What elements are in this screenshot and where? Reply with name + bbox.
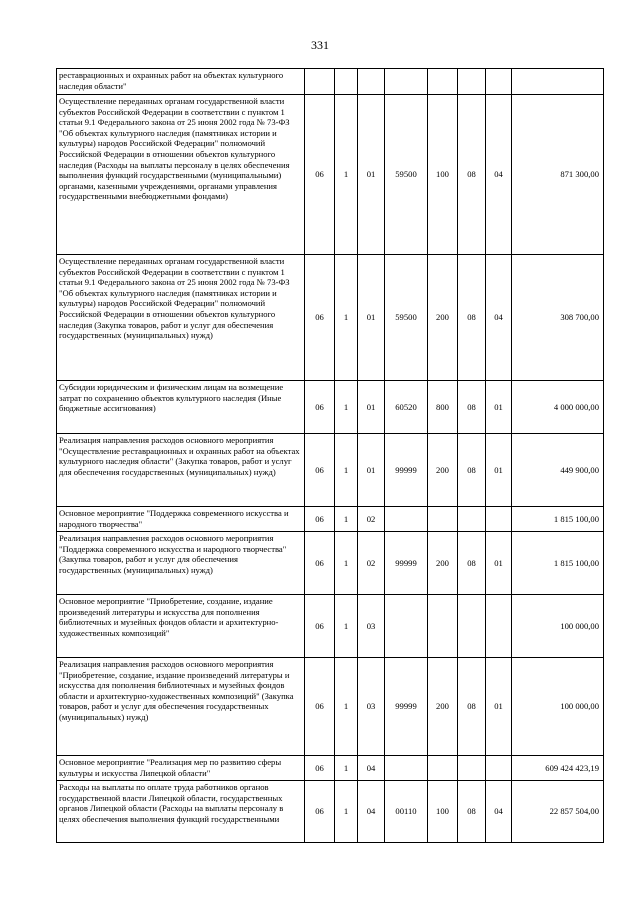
row-code-c4: 99999 bbox=[385, 434, 428, 507]
row-description: Основное мероприятие "Приобретение, создание, издание произведений литературы и искусства для пополнения библиотечных и музейных фондов области и архитектурно-художественных композиций" bbox=[57, 595, 305, 658]
row-code-c7: 04 bbox=[486, 255, 512, 381]
row-code-c7: 01 bbox=[486, 434, 512, 507]
row-code-c6: 08 bbox=[458, 381, 486, 434]
table-row bbox=[57, 507, 604, 532]
row-code-c3: 03 bbox=[358, 595, 385, 658]
row-code-c4: 59500 bbox=[385, 95, 428, 255]
row-code-c2: 1 bbox=[335, 756, 358, 781]
row-code-c4: 59500 bbox=[385, 255, 428, 381]
row-code-c6 bbox=[458, 595, 486, 658]
row-code-c5: 200 bbox=[428, 532, 458, 595]
row-code-c1: 06 bbox=[305, 532, 335, 595]
row-code-c7: 01 bbox=[486, 532, 512, 595]
table-row bbox=[57, 756, 604, 781]
budget-table bbox=[56, 68, 604, 843]
row-code-c5: 100 bbox=[428, 781, 458, 843]
row-amount: 100 000,00 bbox=[512, 658, 604, 756]
row-code-c7 bbox=[486, 69, 512, 95]
row-amount: 609 424 423,19 bbox=[512, 756, 604, 781]
row-code-c2: 1 bbox=[335, 381, 358, 434]
row-code-c3: 01 bbox=[358, 255, 385, 381]
row-code-c4 bbox=[385, 595, 428, 658]
row-code-c1: 06 bbox=[305, 658, 335, 756]
row-code-c1: 06 bbox=[305, 507, 335, 532]
row-code-c4: 60520 bbox=[385, 381, 428, 434]
row-code-c2: 1 bbox=[335, 658, 358, 756]
row-amount: 1 815 100,00 bbox=[512, 507, 604, 532]
row-code-c5: 200 bbox=[428, 255, 458, 381]
row-description: Расходы на выплаты по оплате труда работников органов государственной власти Липецкой области, государственных органов Липецкой области (Расходы на выплаты персоналу в целях обеспечения выполнения функций государственными bbox=[57, 781, 305, 843]
row-code-c7: 04 bbox=[486, 95, 512, 255]
row-amount: 308 700,00 bbox=[512, 255, 604, 381]
row-code-c3: 02 bbox=[358, 507, 385, 532]
row-code-c5: 100 bbox=[428, 95, 458, 255]
row-description: реставрационных и охранных работ на объектах культурного наследия области" bbox=[57, 69, 305, 95]
table-row bbox=[57, 532, 604, 595]
row-code-c2: 1 bbox=[335, 507, 358, 532]
row-code-c3: 04 bbox=[358, 756, 385, 781]
row-code-c1: 06 bbox=[305, 434, 335, 507]
row-code-c2: 1 bbox=[335, 95, 358, 255]
row-code-c7: 04 bbox=[486, 781, 512, 843]
row-code-c3 bbox=[358, 69, 385, 95]
row-code-c2 bbox=[335, 69, 358, 95]
row-code-c1 bbox=[305, 69, 335, 95]
row-code-c5 bbox=[428, 507, 458, 532]
row-code-c4 bbox=[385, 756, 428, 781]
row-amount: 100 000,00 bbox=[512, 595, 604, 658]
row-code-c3: 03 bbox=[358, 658, 385, 756]
row-code-c7: 01 bbox=[486, 381, 512, 434]
row-code-c4: 99999 bbox=[385, 658, 428, 756]
row-code-c2: 1 bbox=[335, 532, 358, 595]
row-code-c2: 1 bbox=[335, 255, 358, 381]
row-code-c6: 08 bbox=[458, 781, 486, 843]
row-code-c2: 1 bbox=[335, 595, 358, 658]
row-code-c5 bbox=[428, 69, 458, 95]
table-row bbox=[57, 255, 604, 381]
table-row bbox=[57, 69, 604, 95]
row-description: Основное мероприятие "Реализация мер по развитию сферы культуры и искусства Липецкой области" bbox=[57, 756, 305, 781]
row-code-c7 bbox=[486, 507, 512, 532]
row-amount bbox=[512, 69, 604, 95]
table-row bbox=[57, 658, 604, 756]
row-code-c6: 08 bbox=[458, 434, 486, 507]
row-code-c5 bbox=[428, 595, 458, 658]
row-code-c7 bbox=[486, 595, 512, 658]
row-code-c4: 99999 bbox=[385, 532, 428, 595]
table-row bbox=[57, 95, 604, 255]
row-code-c6 bbox=[458, 756, 486, 781]
row-code-c2: 1 bbox=[335, 781, 358, 843]
table-row bbox=[57, 781, 604, 843]
row-code-c6: 08 bbox=[458, 255, 486, 381]
row-code-c5 bbox=[428, 756, 458, 781]
row-description: Субсидии юридическим и физическим лицам на возмещение затрат по сохранению объектов культурного наследия (Иные бюджетные ассигнования) bbox=[57, 381, 305, 434]
row-code-c1: 06 bbox=[305, 781, 335, 843]
row-description: Реализация направления расходов основного мероприятия "Поддержка современного искусства и народного творчества" (Закупка товаров, работ и услуг для обеспечения государственных (муниципальных) нужд) bbox=[57, 532, 305, 595]
row-description: Осуществление переданных органам государственной власти субъектов Российской Федерации в соответствии с пунктом 1 статьи 9.1 Федерального закона от 25 июня 2002 года № 73-ФЗ "Об объектах культурного наследия (памятниках истории и культуры) народов Российской Федерации" полномочий Российской Федерации в отношении объектов культурного наследия (Закупка товаров, работ и услуг для обеспечения государственных (муниципальных) нужд) bbox=[57, 255, 305, 381]
row-amount: 1 815 100,00 bbox=[512, 532, 604, 595]
row-code-c6 bbox=[458, 507, 486, 532]
row-code-c7 bbox=[486, 756, 512, 781]
row-code-c3: 01 bbox=[358, 381, 385, 434]
row-code-c6 bbox=[458, 69, 486, 95]
row-code-c4 bbox=[385, 507, 428, 532]
page-number: 331 bbox=[311, 38, 329, 52]
row-code-c5: 200 bbox=[428, 434, 458, 507]
row-code-c4 bbox=[385, 69, 428, 95]
row-amount: 449 900,00 bbox=[512, 434, 604, 507]
row-code-c1: 06 bbox=[305, 381, 335, 434]
row-code-c3: 02 bbox=[358, 532, 385, 595]
row-description: Реализация направления расходов основного мероприятия "Приобретение, создание, издание произведений литературы и искусства для пополнения библиотечных и музейных фондов области и архитектурно-художественных композиций" (Закупка товаров, работ и услуг для обеспечения государственных (муниципальных) нужд) bbox=[57, 658, 305, 756]
table-row bbox=[57, 381, 604, 434]
row-code-c4: 00110 bbox=[385, 781, 428, 843]
row-code-c7: 01 bbox=[486, 658, 512, 756]
row-code-c6: 08 bbox=[458, 95, 486, 255]
table-row bbox=[57, 434, 604, 507]
row-code-c5: 200 bbox=[428, 658, 458, 756]
table-row bbox=[57, 595, 604, 658]
row-code-c3: 01 bbox=[358, 434, 385, 507]
row-code-c3: 04 bbox=[358, 781, 385, 843]
row-code-c3: 01 bbox=[358, 95, 385, 255]
row-code-c1: 06 bbox=[305, 756, 335, 781]
row-code-c6: 08 bbox=[458, 658, 486, 756]
row-code-c5: 800 bbox=[428, 381, 458, 434]
row-code-c1: 06 bbox=[305, 95, 335, 255]
row-description: Осуществление переданных органам государственной власти субъектов Российской Федерации в соответствии с пунктом 1 статьи 9.1 Федерального закона от 25 июня 2002 года № 73-ФЗ "Об объектах культурного наследия (памятниках истории и культуры) народов Российской Федерации" полномочий Российской Федерации в отношении объектов культурного наследия (Расходы на выплаты персоналу в целях обеспечения выполнения функций государственными (муниципальными) органами, казенными учреждениями, органами управления государственными внебюджетными фондами) bbox=[57, 95, 305, 255]
row-code-c2: 1 bbox=[335, 434, 358, 507]
row-description: Основное мероприятие "Поддержка современного искусства и народного творчества" bbox=[57, 507, 305, 532]
row-amount: 871 300,00 bbox=[512, 95, 604, 255]
row-code-c6: 08 bbox=[458, 532, 486, 595]
row-code-c1: 06 bbox=[305, 595, 335, 658]
row-description: Реализация направления расходов основного мероприятия "Осуществление реставрационных и охранных работ на объектах культурного наследия области" (Закупка товаров, работ и услуг для обеспечения государственных (муниципальных) нужд) bbox=[57, 434, 305, 507]
row-amount: 22 857 504,00 bbox=[512, 781, 604, 843]
row-amount: 4 000 000,00 bbox=[512, 381, 604, 434]
row-code-c1: 06 bbox=[305, 255, 335, 381]
